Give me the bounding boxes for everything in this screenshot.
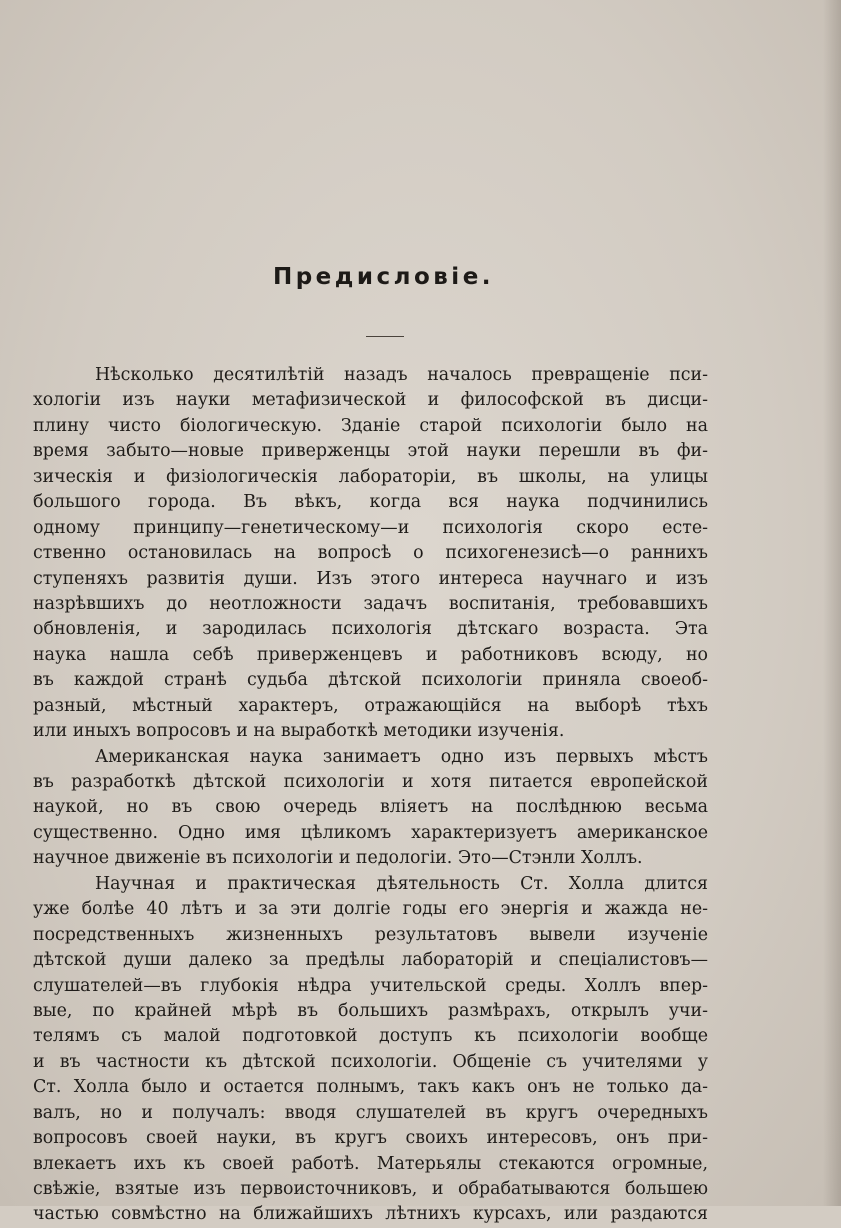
text-line: ступеняхъ развитія души. Изъ этого интереса научнаго и изъ xyxy=(33,568,708,589)
text-line: наукой, но въ свою очередь вліяетъ на послѣднюю весьма xyxy=(33,797,708,818)
text-line: уже болѣе 40 лѣтъ и за эти долгіе годы его энергія и жажда не- xyxy=(33,899,708,920)
text-line: Ст. Холла было и остается полнымъ, такъ какъ онъ не только да- xyxy=(33,1077,708,1098)
text-line: влекаетъ ихъ къ своей работѣ. Матерьялы стекаются огромные, xyxy=(33,1153,708,1174)
text-line: наука нашла себѣ приверженцевъ и работниковъ всюду, но xyxy=(33,644,708,665)
text-line: или иныхъ вопросовъ и на выработкѣ методики изученія. xyxy=(33,721,565,742)
text-line: зическія и физіологическія лабораторіи, въ школы, на улицы xyxy=(33,466,708,487)
text-line: Американская наука занимаетъ одно изъ первыхъ мѣстъ xyxy=(95,746,708,767)
text-line: одному принципу—генетическому—и психологія скоро есте- xyxy=(33,517,708,538)
text-line: существенно. Одно имя цѣликомъ характеризуетъ американское xyxy=(33,822,708,843)
text-line: телямъ съ малой подготовкой доступъ къ психологіи вообще xyxy=(33,1026,708,1047)
page-title: Предисловіе. xyxy=(272,264,495,290)
title-divider xyxy=(366,336,404,337)
text-line: частью совмѣстно на ближайшихъ лѣтнихъ курсахъ, или раздаются xyxy=(33,1204,708,1225)
text-line: вые, по крайней мѣрѣ въ большихъ размѣрахъ, открылъ учи- xyxy=(33,1000,708,1021)
text-line: въ разработкѣ дѣтской психологіи и хотя питается европейской xyxy=(33,772,708,792)
text-line: плину чисто біологическую. Зданіе старой психологіи было на xyxy=(33,415,708,436)
text-line: посредственныхъ жизненныхъ результатовъ вывели изученіе xyxy=(33,924,708,945)
text-line: разный, мѣстный характеръ, отражающійся на выборѣ тѣхъ xyxy=(33,695,708,716)
text-line: и въ частности къ дѣтской психологіи. Общеніе съ учителями у xyxy=(33,1051,708,1072)
text-line: валъ, но и получалъ: вводя слушателей въ кругъ очередныхъ xyxy=(33,1102,708,1123)
text-line: обновленія, и зародилась психологія дѣтскаго возраста. Эта xyxy=(33,619,708,640)
text-line: назрѣвшихъ до неотложности задачъ воспитанія, требовавшихъ xyxy=(33,593,708,614)
text-line: Научная и практическая дѣятельность Ст. Холла длится xyxy=(95,873,708,894)
text-line: научное движеніе въ психологіи и педологіи. Это—Стэнли Холлъ. xyxy=(33,848,643,869)
text-line: большого города. Въ вѣкъ, когда вся наука подчинились xyxy=(33,492,708,513)
text-line: хологіи изъ науки метафизической и философской въ дисци- xyxy=(33,390,708,411)
text-line: въ каждой странѣ судьба дѣтской психологіи приняла своеоб- xyxy=(33,670,708,691)
text-line: время забыто—новые приверженцы этой науки перешли въ фи- xyxy=(33,441,708,462)
body-text xyxy=(33,363,708,1228)
text-line: свѣжіе, взятые изъ первоисточниковъ, и обрабатываются большею xyxy=(33,1179,708,1199)
text-line: слушателей—въ глубокія нѣдра учительской среды. Холлъ впер- xyxy=(33,975,708,996)
text-line: ственно остановилась на вопросѣ о психогенезисѣ—о раннихъ xyxy=(33,543,708,564)
text-line: вопросовъ своей науки, въ кругъ своихъ интересовъ, онъ при- xyxy=(33,1128,708,1149)
page-edge-shadow xyxy=(823,0,841,1206)
text-line: Нѣсколько десятилѣтій назадъ началось превращеніе пси- xyxy=(95,365,708,385)
text-line: дѣтской души далеко за предѣлы лабораторій и спеціалистовъ— xyxy=(33,950,708,971)
